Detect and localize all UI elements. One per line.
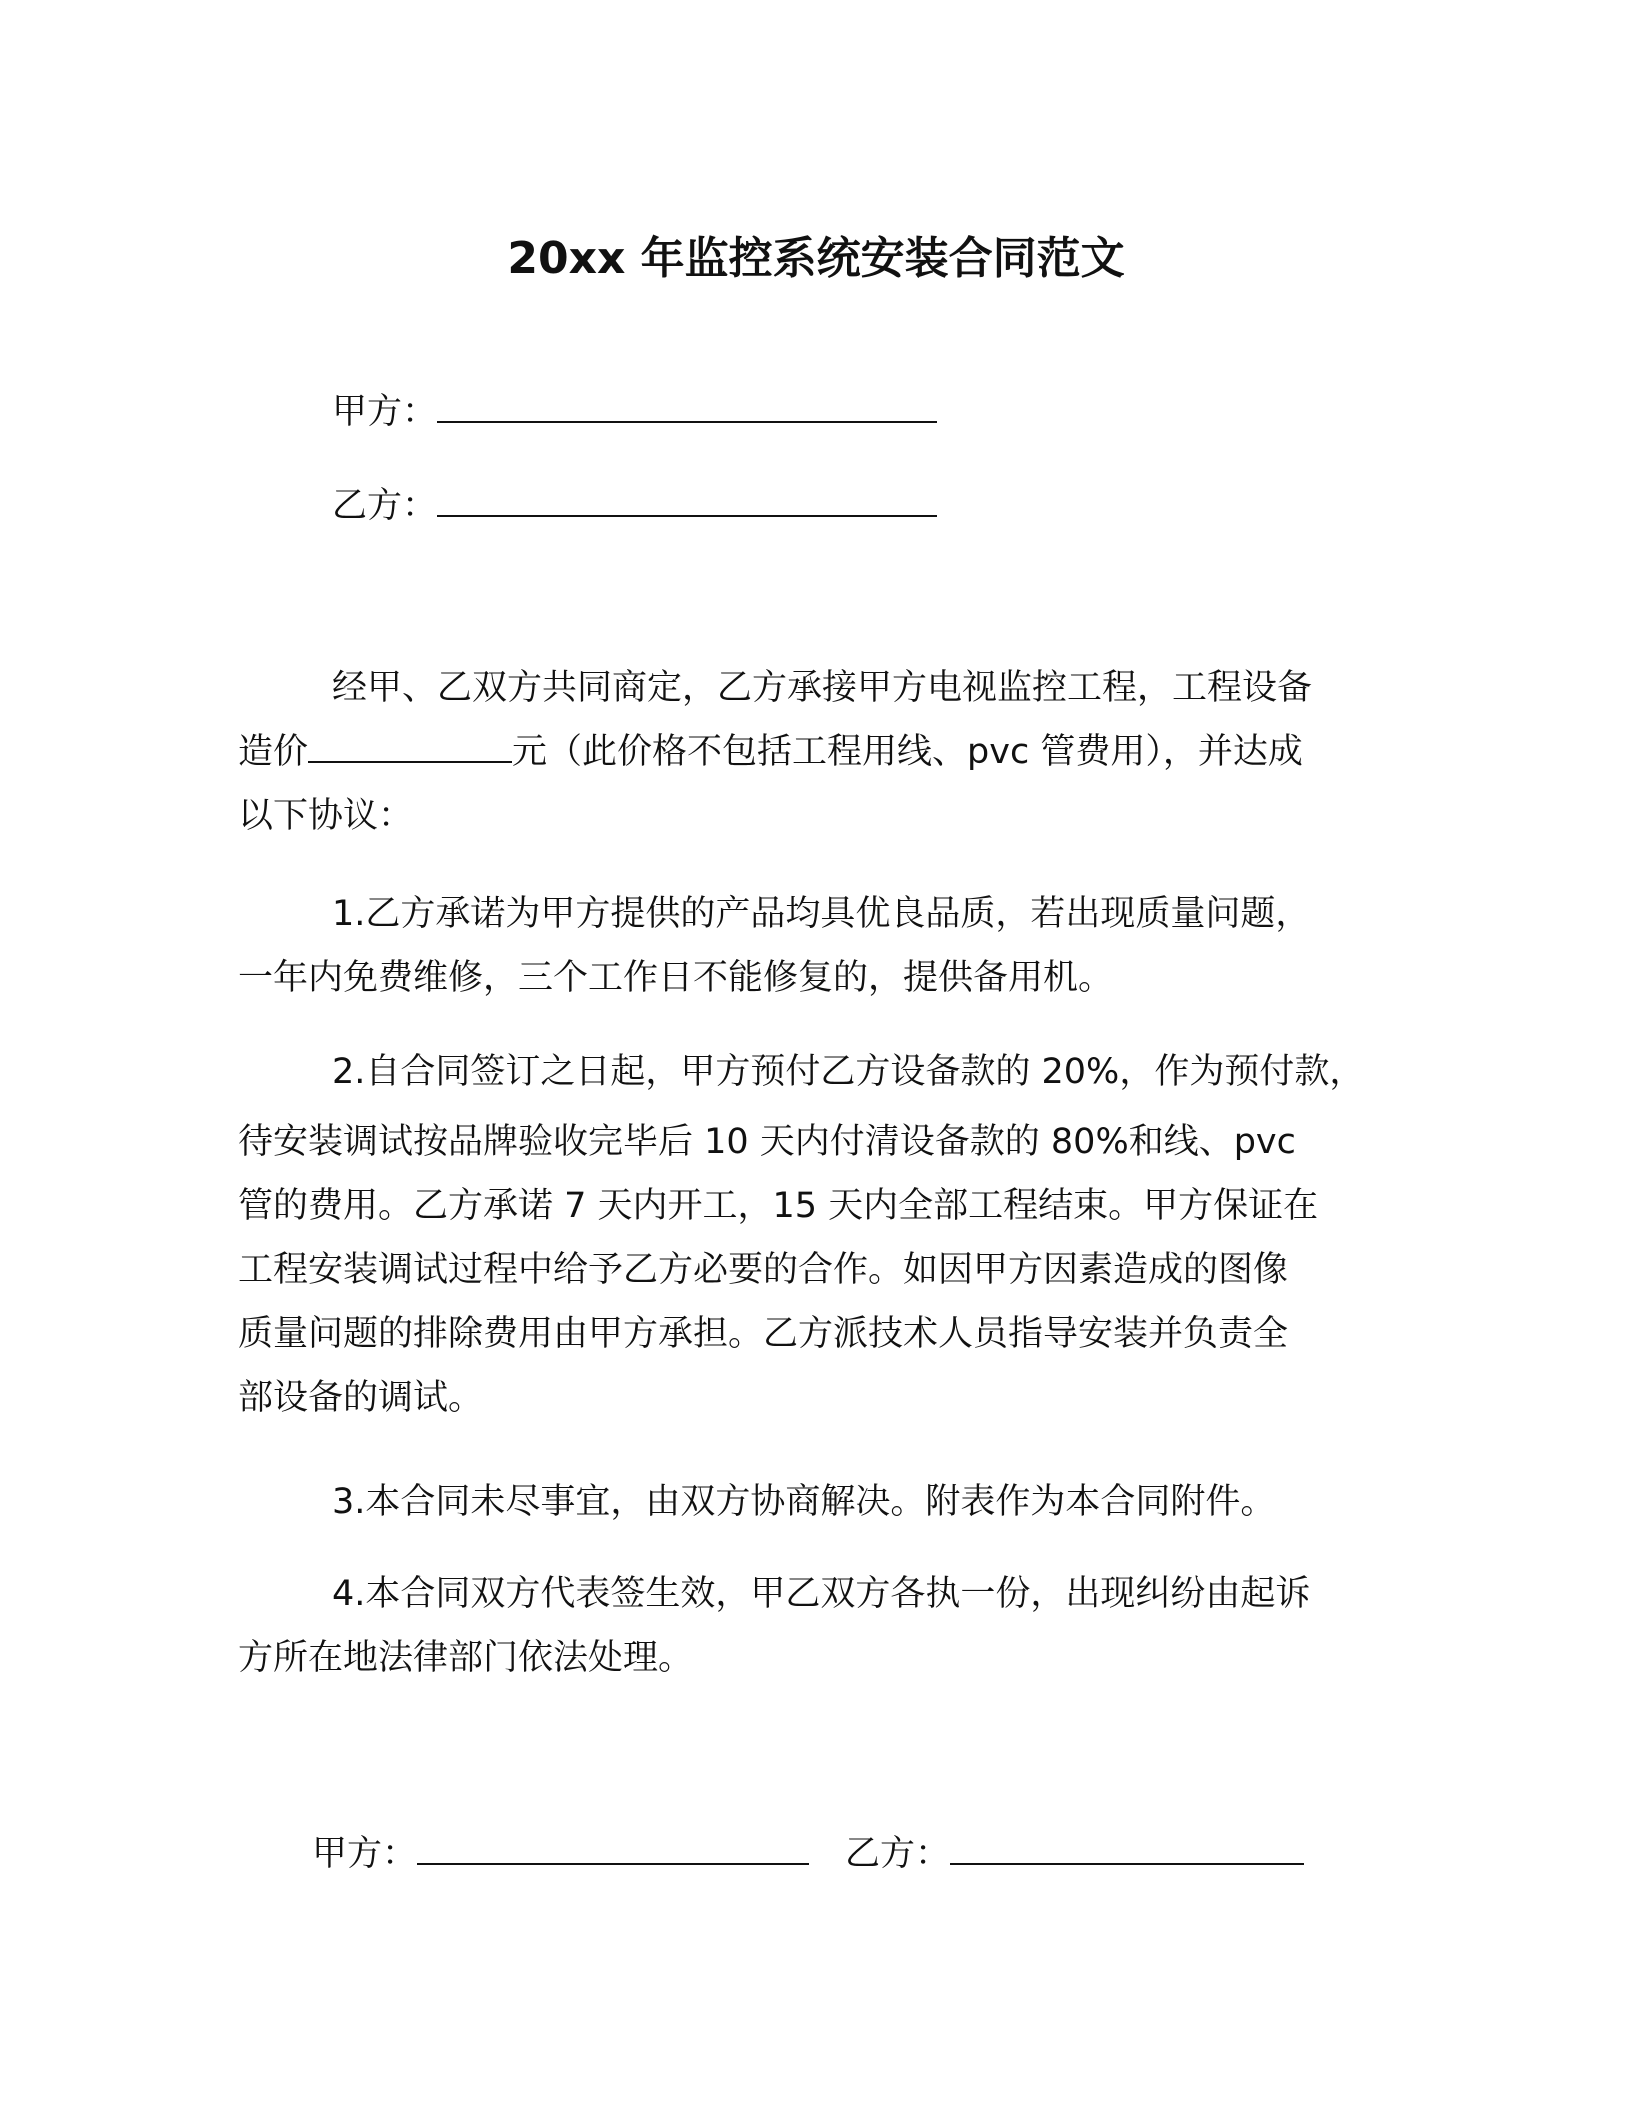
party-a-label: 甲方： xyxy=(332,392,438,432)
intro-line-2-after: 元（此价格不包括工程用线、pvc 管费用），并达成 xyxy=(512,732,1303,772)
intro-line-3: 以下协议： xyxy=(238,796,414,836)
intro-paragraph xyxy=(238,656,1408,848)
clause-2-line-1: 2.自合同签订之日起，甲方预付乙方设备款的 20%，作为预付款， xyxy=(332,1052,1365,1092)
price-blank xyxy=(308,733,512,763)
intro-line-2 xyxy=(238,720,1408,784)
clause-2-line-4: 工程安装调试过程中给予乙方必要的合作。如因甲方因素造成的图像 xyxy=(238,1250,1289,1290)
clause-3 xyxy=(238,1470,1408,1534)
clause-4-line-1: 4.本合同双方代表签生效，甲乙双方各执一份，出现纠纷由起诉 xyxy=(332,1574,1311,1614)
intro-line-1: 经甲、乙双方共同商定，乙方承接甲方电视监控工程，工程设备 xyxy=(332,668,1313,708)
signature-party-a-label: 甲方： xyxy=(312,1834,418,1874)
clause-1-line-1: 1.乙方承诺为甲方提供的产品均具优良品质，若出现质量问题， xyxy=(332,894,1311,934)
clause-4-line-2: 方所在地法律部门依法处理。 xyxy=(238,1638,694,1678)
signature-party-a-blank xyxy=(417,1833,809,1865)
signature-row xyxy=(312,1826,1304,1876)
signature-party-b-blank xyxy=(950,1833,1304,1865)
clause-1-line-2: 一年内免费维修，三个工作日不能修复的，提供备用机。 xyxy=(238,958,1114,998)
clause-4 xyxy=(238,1562,1408,1690)
clause-3-line-1: 3.本合同未尽事宜，由双方协商解决。附表作为本合同附件。 xyxy=(332,1482,1276,1522)
party-a-line xyxy=(332,384,937,434)
document-title: 20xx 年监控系统安装合同范文 xyxy=(507,233,1125,284)
intro-line-2-before: 造价 xyxy=(238,732,309,772)
clause-2-line-2: 待安装调试按品牌验收完毕后 10 天内付清设备款的 80%和线、pvc xyxy=(238,1122,1296,1162)
party-a-blank xyxy=(437,391,937,423)
signature-party-b-label: 乙方： xyxy=(845,1834,951,1874)
clause-2 xyxy=(238,1040,1408,1430)
clause-1 xyxy=(238,882,1408,1010)
clause-2-line-6: 部设备的调试。 xyxy=(238,1378,484,1418)
party-b-blank xyxy=(437,485,937,517)
party-b-label: 乙方： xyxy=(332,486,438,526)
clause-2-line-5: 质量问题的排除费用由甲方承担。乙方派技术人员指导安装并负责全 xyxy=(238,1314,1289,1354)
party-b-line xyxy=(332,478,937,528)
clause-2-line-3: 管的费用。乙方承诺 7 天内开工，15 天内全部工程结束。甲方保证在 xyxy=(238,1186,1319,1226)
